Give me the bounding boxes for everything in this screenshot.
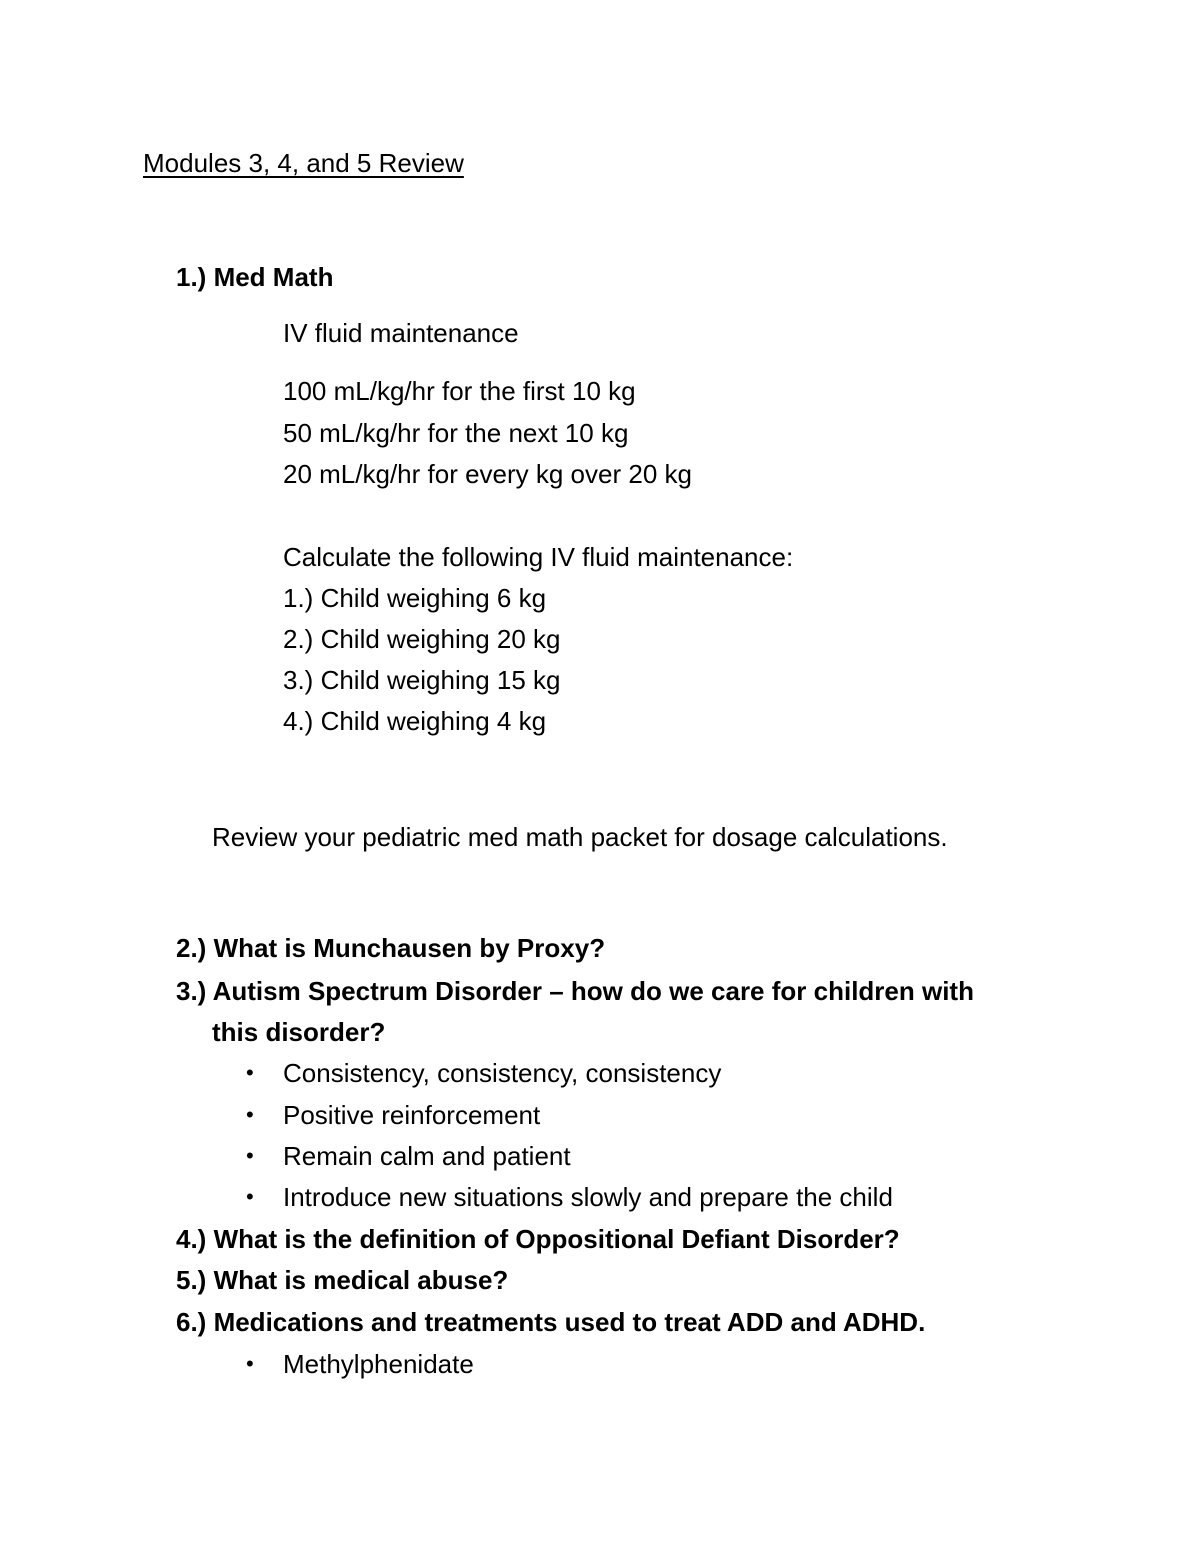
question-adhd-treatment: 6.) Medications and treatments used to treat ADD and ADHD.: [176, 1307, 926, 1337]
iv-rule: 100 mL/kg/hr for the first 10 kg: [283, 376, 636, 406]
question-munchausen: 2.) What is Munchausen by Proxy?: [176, 933, 606, 963]
autism-care-item: Introduce new situations slowly and prepare the child: [283, 1182, 893, 1212]
autism-care-item: Consistency, consistency, consistency: [283, 1058, 722, 1088]
iv-rule: 50 mL/kg/hr for the next 10 kg: [283, 418, 629, 448]
document-title: Modules 3, 4, and 5 Review: [143, 148, 464, 178]
question-medical-abuse: 5.) What is medical abuse?: [176, 1265, 509, 1295]
autism-care-item: Positive reinforcement: [283, 1100, 541, 1130]
bullet-icon: •: [246, 1351, 254, 1376]
review-note: Review your pediatric med math packet for dosage calculations.: [212, 822, 948, 852]
autism-care-item: Remain calm and patient: [283, 1141, 571, 1171]
section-heading-med-math: 1.) Med Math: [176, 262, 334, 292]
iv-fluid-subheading: IV fluid maintenance: [283, 318, 519, 348]
calculation-prompt: Calculate the following IV fluid maintenance:: [283, 542, 794, 572]
question-autism-continued: this disorder?: [212, 1017, 386, 1047]
adhd-medication-item: Methylphenidate: [283, 1349, 474, 1379]
practice-problem: 3.) Child weighing 15 kg: [283, 665, 561, 695]
practice-problem: 2.) Child weighing 20 kg: [283, 624, 561, 654]
bullet-icon: •: [246, 1143, 254, 1168]
practice-problem: 1.) Child weighing 6 kg: [283, 583, 547, 613]
bullet-icon: •: [246, 1060, 254, 1085]
question-autism: 3.) Autism Spectrum Disorder – how do we care for children with: [176, 976, 974, 1006]
bullet-icon: •: [246, 1102, 254, 1127]
bullet-icon: •: [246, 1184, 254, 1209]
iv-rule: 20 mL/kg/hr for every kg over 20 kg: [283, 459, 692, 489]
practice-problem: 4.) Child weighing 4 kg: [283, 706, 547, 736]
question-odd: 4.) What is the definition of Oppositional Defiant Disorder?: [176, 1224, 900, 1254]
